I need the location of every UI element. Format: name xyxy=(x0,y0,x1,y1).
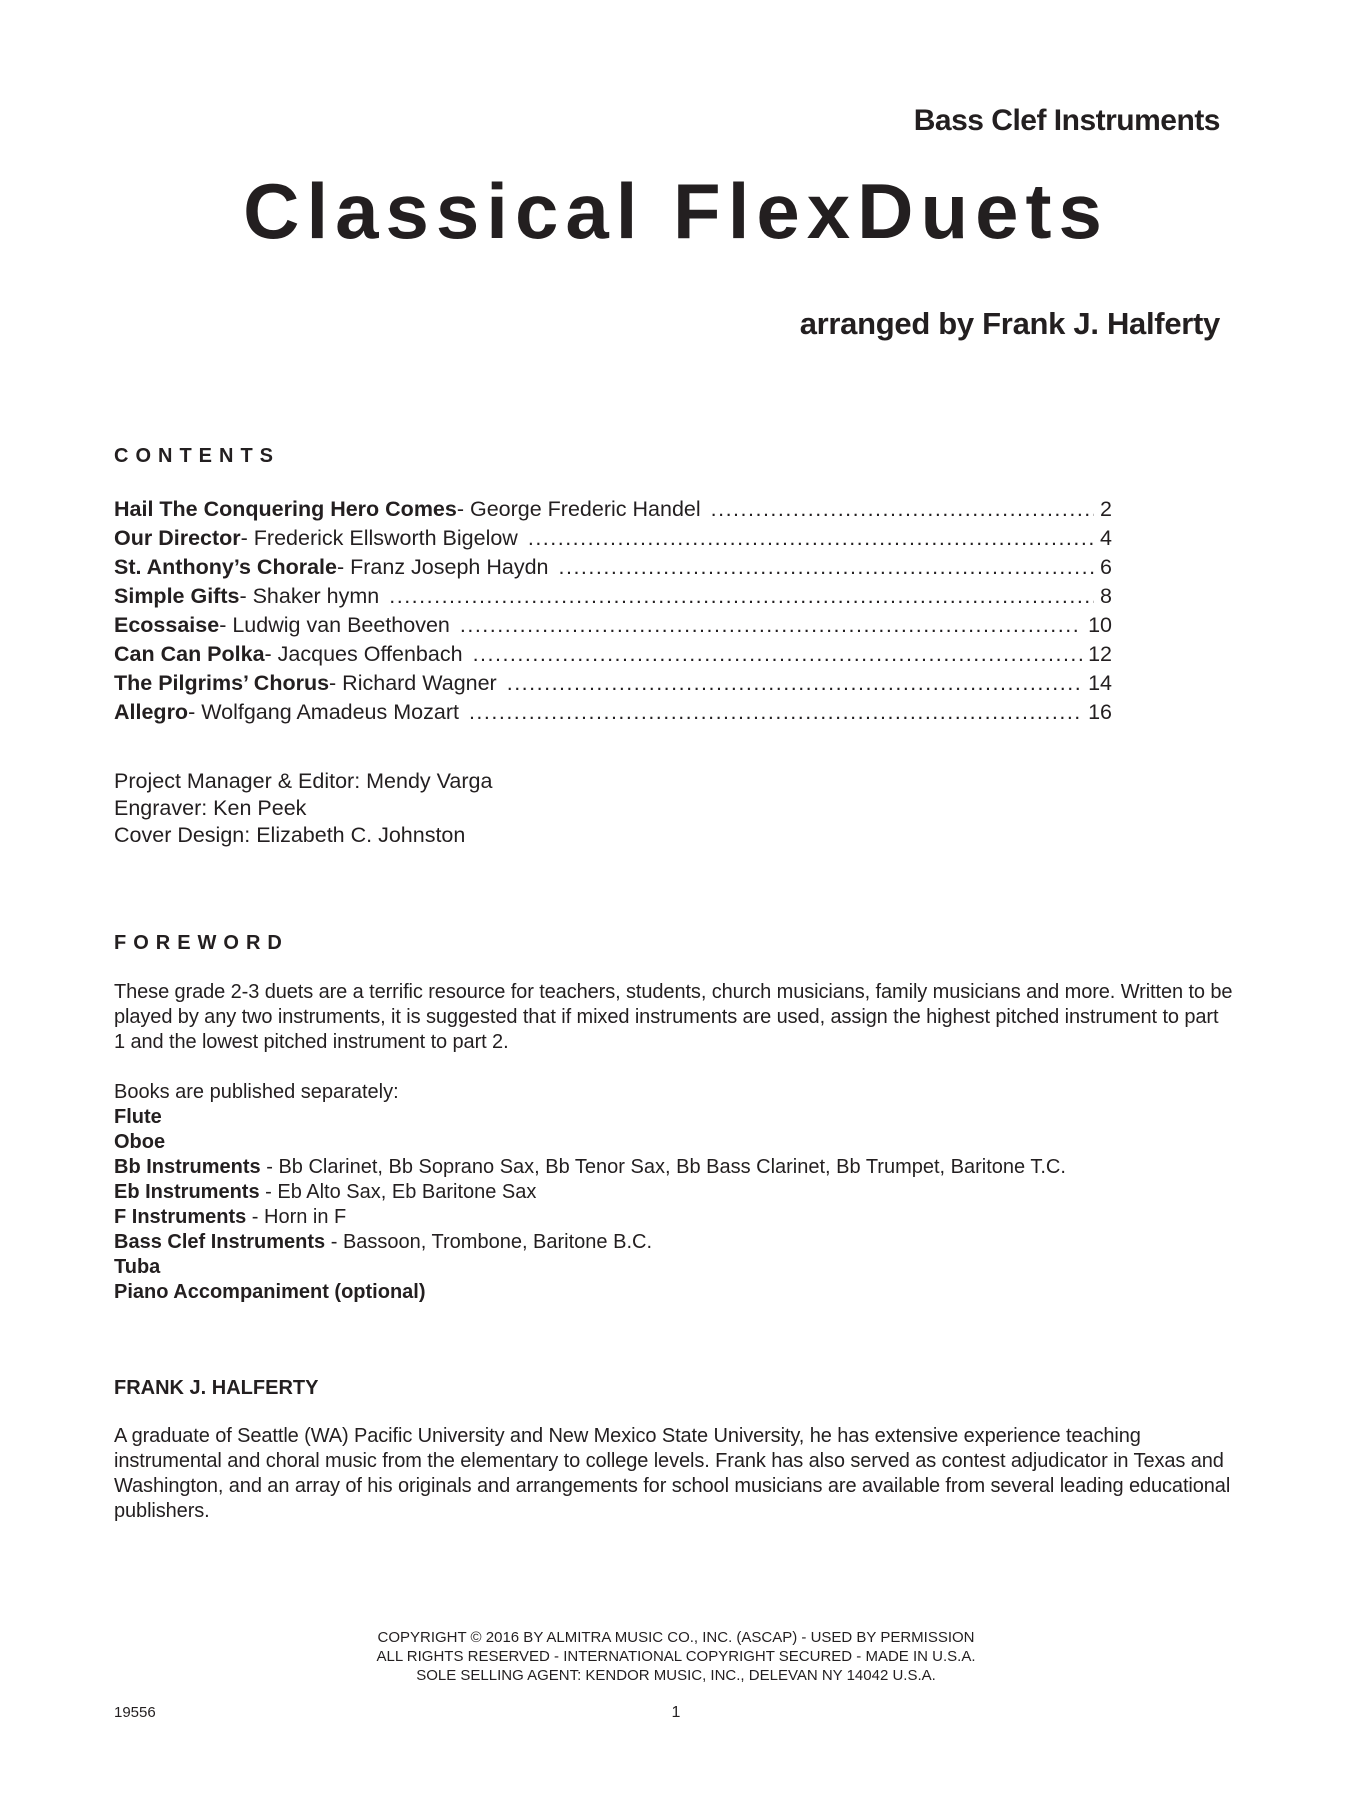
toc-entry xyxy=(114,495,1112,524)
toc-entry xyxy=(114,698,1112,727)
toc-page-number: 6 xyxy=(1100,555,1112,579)
toc-leader xyxy=(473,640,1083,669)
page-number: 1 xyxy=(671,1704,681,1721)
toc-title: Allegro xyxy=(114,700,189,724)
book-item xyxy=(114,1205,1066,1230)
toc-page-number: 14 xyxy=(1088,671,1112,695)
production-credits xyxy=(114,768,492,849)
book-detail: - Horn in F xyxy=(246,1206,347,1228)
toc-title: Hail The Conquering Hero Comes xyxy=(114,497,457,521)
book-name: Oboe xyxy=(114,1131,166,1153)
book-item xyxy=(114,1255,1066,1280)
editor-credit: Project Manager & Editor: Mendy Varga xyxy=(114,769,493,793)
toc-leader xyxy=(559,553,1095,582)
edition-subtitle: Bass Clef Instruments xyxy=(913,104,1220,137)
bio-heading: FRANK J. HALFERTY xyxy=(114,1377,319,1399)
catalog-number: 19556 xyxy=(114,1704,156,1721)
toc-composer: - George Frederic Handel xyxy=(456,497,701,521)
book-detail: - Bassoon, Trombone, Baritone B.C. xyxy=(325,1231,652,1253)
toc-entry xyxy=(114,640,1112,669)
toc-page-number: 10 xyxy=(1088,613,1112,637)
book-item xyxy=(114,1105,1066,1130)
book-detail: - Eb Alto Sax, Eb Baritone Sax xyxy=(259,1181,537,1203)
toc-title: Simple Gifts xyxy=(114,584,240,608)
toc-composer: - Frederick Ellsworth Bigelow xyxy=(240,526,518,550)
table-of-contents xyxy=(114,495,1112,727)
engraver-credit: Engraver: Ken Peek xyxy=(114,796,307,820)
book-name: Tuba xyxy=(114,1256,161,1278)
books-intro: Books are published separately: xyxy=(114,1081,399,1103)
toc-leader xyxy=(507,669,1082,698)
toc-title: Ecossaise xyxy=(114,613,220,637)
toc-entry xyxy=(114,582,1112,611)
toc-entry xyxy=(114,553,1112,582)
arranger-credit: arranged by Frank J. Halferty xyxy=(799,306,1220,341)
book-name: Bb Instruments xyxy=(114,1156,261,1178)
toc-title: The Pilgrims’ Chorus xyxy=(114,671,330,695)
foreword-heading: FOREWORD xyxy=(114,932,289,954)
toc-leader xyxy=(528,524,1094,553)
book-item xyxy=(114,1155,1066,1180)
toc-composer: - Franz Joseph Haydn xyxy=(336,555,549,579)
toc-composer: - Jacques Offenbach xyxy=(264,642,463,666)
toc-leader xyxy=(469,698,1082,727)
toc-page-number: 16 xyxy=(1088,700,1112,724)
toc-leader xyxy=(711,495,1094,524)
book-item xyxy=(114,1180,1066,1205)
toc-composer: - Wolfgang Amadeus Mozart xyxy=(188,700,459,724)
book-item xyxy=(114,1230,1066,1255)
book-item xyxy=(114,1130,1066,1155)
toc-composer: - Ludwig van Beethoven xyxy=(219,613,450,637)
copyright-line: SOLE SELLING AGENT: KENDOR MUSIC, INC., DELEVAN NY 14042 U.S.A. xyxy=(416,1667,936,1684)
toc-page-number: 8 xyxy=(1100,584,1112,608)
toc-entry xyxy=(114,524,1112,553)
copyright-notice xyxy=(0,1628,1352,1685)
toc-page-number: 12 xyxy=(1088,642,1112,666)
toc-title: Can Can Polka xyxy=(114,642,265,666)
book-name: Bass Clef Instruments xyxy=(114,1231,326,1253)
page-title: Classical FlexDuets xyxy=(243,167,1109,255)
book-name: Flute xyxy=(114,1106,162,1128)
toc-entry xyxy=(114,611,1112,640)
toc-title: St. Anthony’s Chorale xyxy=(114,555,337,579)
bio-text: A graduate of Seattle (WA) Pacific University and New Mexico State University, he has extensive experience teaching instrumental and choral music from the elementary to college levels. Frank has also served as contest adjudicator in Texas and Washington, and an array of his originals and arrangements for school musicians are available from several leading educational publishers. xyxy=(114,1425,1231,1522)
book-name: F Instruments xyxy=(114,1206,247,1228)
book-name: Piano Accompaniment (optional) xyxy=(114,1281,426,1303)
book-item xyxy=(114,1280,1066,1305)
toc-page-number: 4 xyxy=(1100,526,1112,550)
book-detail: - Bb Clarinet, Bb Soprano Sax, Bb Tenor Sax, Bb Bass Clarinet, Bb Trumpet, Baritone T.C. xyxy=(260,1156,1066,1178)
copyright-line: ALL RIGHTS RESERVED - INTERNATIONAL COPYRIGHT SECURED - MADE IN U.S.A. xyxy=(376,1648,976,1665)
toc-entry xyxy=(114,669,1112,698)
toc-leader xyxy=(460,611,1082,640)
books-list xyxy=(114,1080,1066,1305)
toc-leader xyxy=(389,582,1094,611)
foreword-text: These grade 2-3 duets are a terrific resource for teachers, students, church musicians, family musicians and more. Written to be played by any two instruments, it is suggested that if mixed instruments are used, assign the highest pitched instrument to part 1 and the lowest pitched instrument to part 2. xyxy=(114,981,1233,1053)
toc-title: Our Director xyxy=(114,526,241,550)
toc-composer: - Richard Wagner xyxy=(329,671,497,695)
book-name: Eb Instruments xyxy=(114,1181,260,1203)
toc-page-number: 2 xyxy=(1100,497,1112,521)
contents-heading: CONTENTS xyxy=(114,445,280,467)
copyright-line: COPYRIGHT © 2016 BY ALMITRA MUSIC CO., INC. (ASCAP) - USED BY PERMISSION xyxy=(377,1629,975,1646)
cover-credit: Cover Design: Elizabeth C. Johnston xyxy=(114,823,466,847)
toc-composer: - Shaker hymn xyxy=(239,584,380,608)
